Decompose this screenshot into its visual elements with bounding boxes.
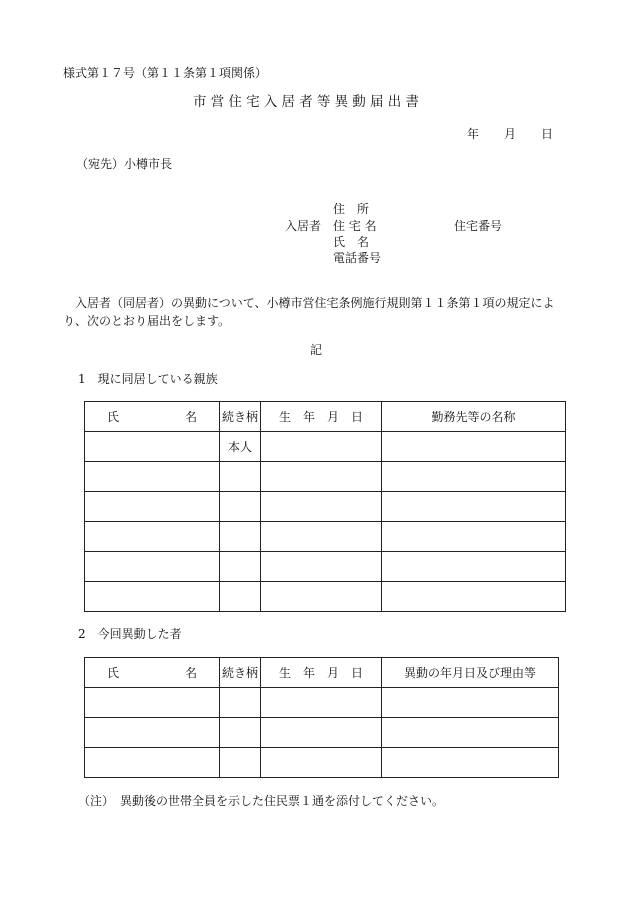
birth-cell[interactable] [261, 492, 382, 522]
relation-cell[interactable] [220, 688, 261, 718]
name-header-right: 名 [184, 410, 197, 424]
work-cell[interactable] [382, 522, 566, 552]
reason-header: 異動の年月日及び理由等 [382, 658, 559, 688]
relation-cell[interactable] [220, 582, 261, 612]
name-header-left: 氏 [107, 666, 120, 680]
name-cell[interactable] [85, 582, 220, 612]
housing-name-label: 住 宅 名 [333, 219, 377, 233]
name-cell[interactable] [85, 522, 220, 552]
name-header-right: 名 [184, 666, 197, 680]
work-header: 勤務先等の名称 [382, 402, 566, 432]
date-day: 日 [541, 127, 554, 141]
name-cell[interactable] [85, 462, 220, 492]
table-row [85, 552, 566, 582]
table-row [85, 522, 566, 552]
note: （注） 異動後の世帯全員を示した住民票１通を添付してください。 [78, 794, 445, 808]
relation-cell: 本人 [220, 432, 261, 462]
birth-header: 生 年 月 日 [261, 402, 382, 432]
relation-cell[interactable] [220, 552, 261, 582]
reason-cell[interactable] [382, 718, 559, 748]
form-number: 様式第１７号（第１１条第１項関係） [63, 66, 268, 80]
family-table [84, 401, 566, 612]
moved-table [84, 657, 559, 778]
family-table-header [85, 402, 566, 432]
name-cell[interactable] [85, 688, 220, 718]
name-cell[interactable] [85, 432, 220, 462]
name-cell[interactable] [85, 552, 220, 582]
table-row [85, 582, 566, 612]
table-row [85, 718, 559, 748]
birth-cell[interactable] [261, 462, 382, 492]
ki-label: 記 [310, 343, 323, 357]
table-row [85, 432, 566, 462]
section1-heading: 1 現に同居している親族 [78, 372, 218, 386]
relation-header: 続き柄 [220, 402, 261, 432]
date-month: 月 [504, 127, 517, 141]
birth-cell[interactable] [261, 582, 382, 612]
name-cell[interactable] [85, 492, 220, 522]
name-label: 氏 名 [333, 235, 370, 249]
relation-cell[interactable] [220, 462, 261, 492]
table-row [85, 462, 566, 492]
name-cell[interactable] [85, 748, 220, 778]
birth-header: 生 年 月 日 [261, 658, 382, 688]
work-cell[interactable] [382, 582, 566, 612]
reason-cell[interactable] [382, 748, 559, 778]
addressee: （宛先）小樽市長 [76, 157, 173, 171]
relation-cell[interactable] [220, 492, 261, 522]
birth-cell[interactable] [261, 522, 382, 552]
moved-table-header [85, 658, 559, 688]
address-label: 住 所 [333, 202, 370, 216]
date-year: 年 [467, 127, 480, 141]
birth-cell[interactable] [261, 718, 382, 748]
name-cell[interactable] [85, 718, 220, 748]
birth-cell[interactable] [261, 552, 382, 582]
work-cell[interactable] [382, 432, 566, 462]
name-header [85, 658, 220, 688]
name-header-left: 氏 [107, 410, 120, 424]
work-cell[interactable] [382, 552, 566, 582]
table-row [85, 748, 559, 778]
table-row [85, 492, 566, 522]
phone-label: 電話番号 [333, 251, 382, 265]
relation-cell[interactable] [220, 522, 261, 552]
relation-cell[interactable] [220, 748, 261, 778]
birth-cell[interactable] [261, 432, 382, 462]
name-header [85, 402, 220, 432]
body-text: 入居者（同居者）の異動について、小樽市営住宅条例施行規則第１１条第１項の規定により、次のとおり届出をします。 [63, 296, 555, 328]
applicant-label: 入居者 [285, 219, 322, 233]
relation-header: 続き柄 [220, 658, 261, 688]
relation-cell[interactable] [220, 718, 261, 748]
birth-cell[interactable] [261, 688, 382, 718]
reason-cell[interactable] [382, 688, 559, 718]
section2-heading: 2 今回異動した者 [78, 627, 182, 641]
housing-number-label: 住宅番号 [454, 219, 503, 233]
table-row [85, 688, 559, 718]
work-cell[interactable] [382, 462, 566, 492]
birth-cell[interactable] [261, 748, 382, 778]
page-title: 市営住宅入居者等異動届出書 [193, 94, 424, 110]
work-cell[interactable] [382, 492, 566, 522]
